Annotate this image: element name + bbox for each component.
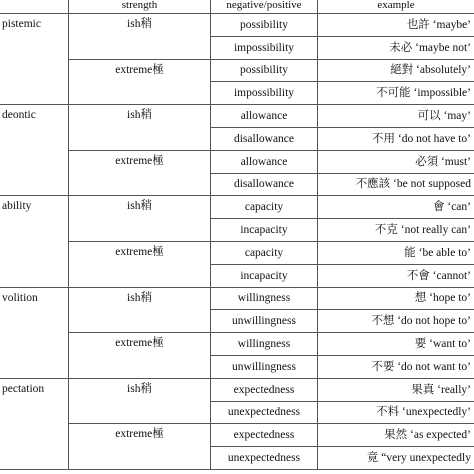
negative-positive-cell: impossibility — [211, 36, 318, 59]
table-row — [0, 424, 474, 447]
negative-positive-cell: unwillingness — [211, 310, 318, 333]
negative-positive-cell: possibility — [211, 14, 318, 37]
strength-cell: ish稍 — [69, 14, 211, 60]
modality-cell: volition — [0, 287, 69, 378]
strength-cell: ish稍 — [69, 287, 211, 333]
example-cell: 未必 ‘maybe not’ — [318, 36, 474, 59]
negative-positive-cell: capacity — [211, 241, 318, 264]
strength-cell: extreme極 — [69, 333, 211, 379]
example-cell: 要 ‘want to’ — [318, 333, 474, 356]
strength-cell: ish稍 — [69, 105, 211, 151]
table-row — [0, 287, 474, 310]
table-row — [0, 378, 474, 401]
strength-cell: ish稍 — [69, 378, 211, 424]
example-cell: 能 ‘be able to’ — [318, 241, 474, 264]
example-cell: 果然 ‘as expected’ — [318, 424, 474, 447]
modality-cell: pistemic — [0, 14, 69, 105]
negative-positive-cell: unexpectedness — [211, 401, 318, 424]
negative-positive-cell: allowance — [211, 105, 318, 128]
example-cell: 不應該 ‘be not supposed — [318, 173, 474, 196]
table-row — [0, 196, 474, 219]
negative-positive-cell: impossibility — [211, 82, 318, 105]
example-cell: 會 ‘can’ — [318, 196, 474, 219]
negative-positive-cell: incapacity — [211, 219, 318, 242]
example-cell: 絕對 ‘absolutely’ — [318, 59, 474, 82]
header-strength: strength — [69, 0, 211, 14]
example-cell: 果真 ‘really’ — [318, 378, 474, 401]
negative-positive-cell: unexpectedness — [211, 447, 318, 470]
table-row — [0, 59, 474, 82]
strength-cell: extreme極 — [69, 150, 211, 196]
example-cell: 想 ‘hope to’ — [318, 287, 474, 310]
negative-positive-cell: expectedness — [211, 424, 318, 447]
table-row — [0, 150, 474, 173]
example-cell: 不要 ‘do not want to’ — [318, 355, 474, 378]
negative-positive-cell: incapacity — [211, 264, 318, 287]
header-row — [0, 0, 474, 14]
example-cell: 也許 ‘maybe’ — [318, 14, 474, 37]
header-example: example — [318, 0, 474, 14]
modality-cell: ability — [0, 196, 69, 287]
example-cell: 不料 ‘unexpectedly’ — [318, 401, 474, 424]
negative-positive-cell: willingness — [211, 287, 318, 310]
negative-positive-cell: allowance — [211, 150, 318, 173]
table-row — [0, 333, 474, 356]
negative-positive-cell: disallowance — [211, 173, 318, 196]
example-cell: 必須 ‘must’ — [318, 150, 474, 173]
example-cell: 竟 “very unexpectedly — [318, 447, 474, 470]
negative-positive-cell: unwillingness — [211, 355, 318, 378]
example-cell: 不克 ‘not really can’ — [318, 219, 474, 242]
header-modality — [0, 0, 69, 14]
table-row — [0, 105, 474, 128]
example-cell: 不可能 ‘impossible’ — [318, 82, 474, 105]
modality-cell: deontic — [0, 105, 69, 196]
table-row — [0, 14, 474, 37]
example-cell: 可以 ‘may’ — [318, 105, 474, 128]
negative-positive-cell: capacity — [211, 196, 318, 219]
strength-cell: extreme極 — [69, 424, 211, 470]
strength-cell: ish稍 — [69, 196, 211, 242]
example-cell: 不想 ‘do not hope to’ — [318, 310, 474, 333]
table-row — [0, 241, 474, 264]
modality-cell: pectation — [0, 378, 69, 469]
negative-positive-cell: possibility — [211, 59, 318, 82]
strength-cell: extreme極 — [69, 241, 211, 287]
table-body — [0, 14, 474, 470]
strength-cell: extreme極 — [69, 59, 211, 105]
negative-positive-cell: disallowance — [211, 127, 318, 150]
example-cell: 不用 ‘do not have to’ — [318, 127, 474, 150]
header-negative-positive: negative/positive — [211, 0, 318, 14]
negative-positive-cell: willingness — [211, 333, 318, 356]
example-cell: 不會 ‘cannot’ — [318, 264, 474, 287]
negative-positive-cell: expectedness — [211, 378, 318, 401]
